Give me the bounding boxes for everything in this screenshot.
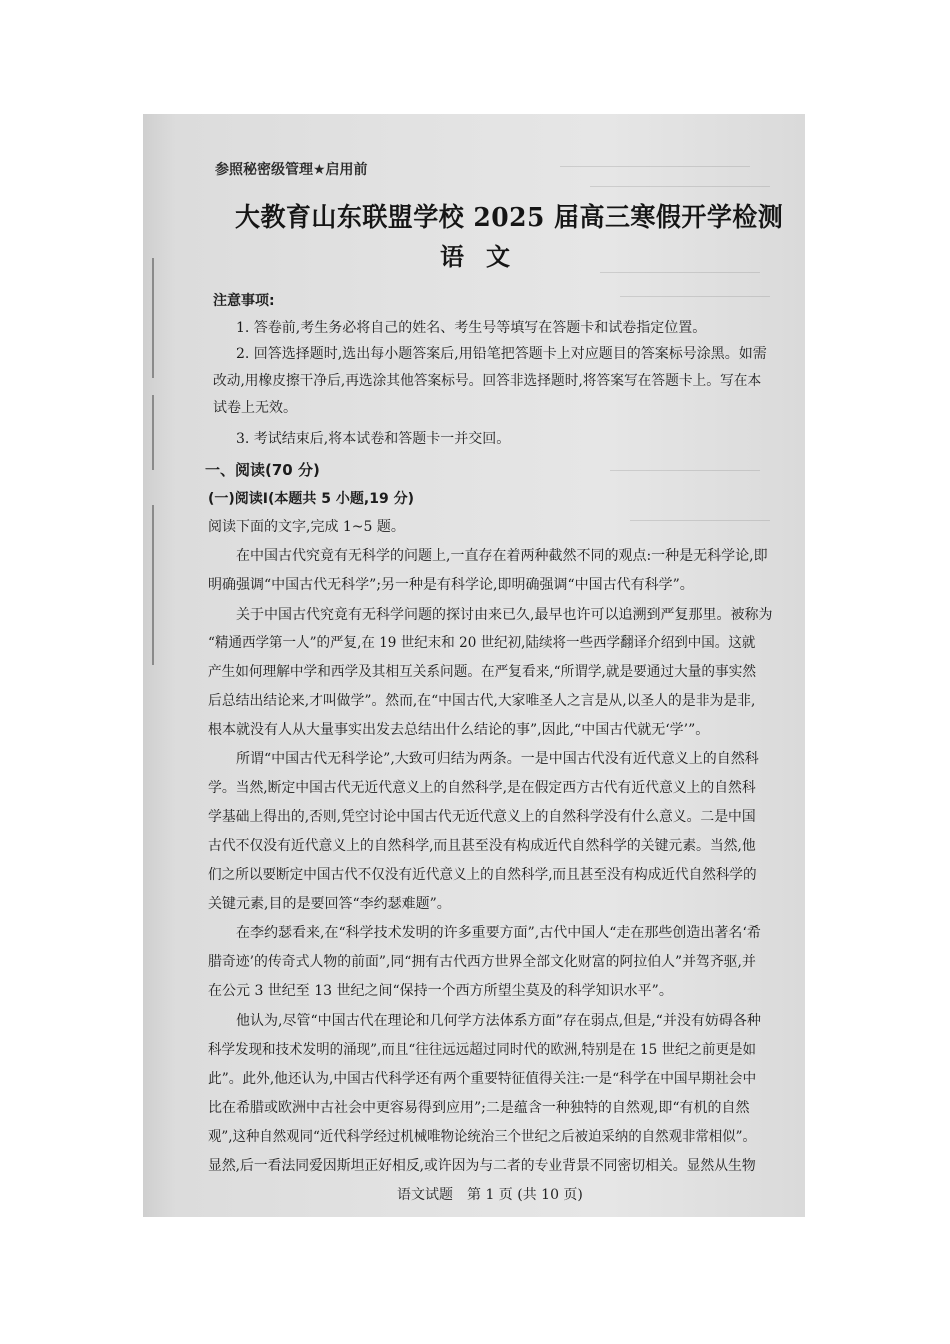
exam-title: 大教育山东联盟学校 2025 届高三寒假开学检测 — [235, 203, 784, 233]
binding-margin-line — [152, 258, 154, 378]
bleed-through-text — [560, 166, 750, 167]
notice-item: 2. 回答选择题时,选出每小题答案后,用铅笔把答题卡上对应题目的答案标号涂黑。如需 — [236, 346, 767, 362]
passage-line: 们之所以要断定中国古代不仅没有近代意义上的自然科学,而且甚至没有构成近代自然科学的 — [208, 867, 757, 883]
passage-line: 后总结出结论来,才叫做学”。然而,在“中国古代,大家唯圣人之言是从,以圣人的是非为是非, — [208, 693, 756, 709]
passage-line: 在中国古代究竟有无科学的问题上,一直存在着两种截然不同的观点:一种是无科学论,即 — [236, 548, 768, 564]
bleed-through-text — [590, 186, 770, 187]
passage-line: 关于中国古代究竟有无科学问题的探讨由来已久,最早也许可以追溯到严复那里。被称为 — [236, 607, 773, 623]
passage-line: 明确强调“中国古代无科学”;另一种是有科学论,即明确强调“中国古代有科学”。 — [208, 577, 694, 593]
passage-line: 根本就没有人从大量事实出发去总结出什么结论的事”,因此,“中国古代就无‘学’”。 — [208, 722, 710, 738]
passage-line: 观”,这种自然观同“近代科学经过机械唯物论统治三个世纪之后被迫采纳的自然观非常相似”。 — [208, 1129, 756, 1145]
notice-item-continued: 试卷上无效。 — [213, 400, 297, 416]
notice-heading: 注意事项: — [213, 293, 275, 309]
binding-margin-line — [152, 395, 154, 470]
bleed-through-text — [600, 272, 760, 273]
passage-line: 关键元素,目的是要回答“李约瑟难题”。 — [208, 896, 451, 912]
passage-line: 学。当然,断定中国古代无近代意义上的自然科学,是在假定西方古代有近代意义上的自然科 — [208, 780, 756, 796]
subject-title: 语文 — [440, 242, 532, 271]
bleed-through-text — [630, 520, 770, 521]
page-footer: 语文试题 第 1 页 (共 10 页) — [397, 1187, 583, 1203]
passage-line: 比在希腊或欧洲中古社会中更容易得到应用”;二是蕴含一种独特的自然观,即“有机的自然 — [208, 1100, 750, 1116]
passage-line: “精通西学第一人”的严复,在 19 世纪末和 20 世纪初,陆续将一些西学翻译介绍到中国。这就 — [208, 635, 756, 651]
notice-item: 3. 考试结束后,将本试卷和答题卡一并交回。 — [236, 431, 511, 447]
passage-line: 此”。此外,他还认为,中国古代科学还有两个重要特征值得关注:一是“科学在中国早期社会中 — [208, 1071, 757, 1087]
confidentiality-note: 参照秘密级管理★启用前 — [215, 162, 368, 178]
notice-item: 1. 答卷前,考生务必将自己的姓名、考生号等填写在答题卡和试卷指定位置。 — [236, 320, 707, 336]
passage-line: 他认为,尽管“中国古代在理论和几何学方法体系方面”存在弱点,但是,“并没有妨碍各种 — [236, 1013, 761, 1029]
binding-margin-line — [152, 505, 154, 665]
bleed-through-text — [610, 470, 760, 471]
section-heading: 一、阅读(70 分) — [205, 461, 320, 479]
passage-line: 腊奇迹’的传奇式人物的前面”,同“拥有古代西方世界全部文化财富的阿拉伯人”并驾齐驱,并 — [208, 954, 756, 970]
passage-line: 在李约瑟看来,在“科学技术发明的许多重要方面”,古代中国人“走在那些创造出著名‘希 — [236, 925, 761, 941]
passage-line: 产生如何理解中学和西学及其相互关系问题。在严复看来,“所谓学,就是要通过大量的事实然 — [208, 664, 757, 680]
passage-line: 所谓“中国古代无科学论”,大致可归结为两条。一是中国古代没有近代意义上的自然科 — [236, 751, 759, 767]
passage-line: 学基础上得出的,否则,凭空讨论中国古代无近代意义上的自然科学没有什么意义。二是中国 — [208, 809, 756, 825]
passage-line: 科学发现和技术发明的涌现”,而且“往往远远超过同时代的欧洲,特别是在 15 世纪之前更是如 — [208, 1042, 757, 1058]
bleed-through-text — [620, 296, 770, 297]
notice-item-continued: 改动,用橡皮擦干净后,再选涂其他答案标号。回答非选择题时,将答案写在答题卡上。写在本 — [213, 373, 762, 389]
passage-line: 古代不仅没有近代意义上的自然科学,而且甚至没有构成近代自然科学的关键元素。当然,他 — [208, 838, 756, 854]
reading-instruction: 阅读下面的文字,完成 1~5 题。 — [208, 519, 405, 535]
subsection-heading: (一)阅读Ⅰ(本题共 5 小题,19 分) — [208, 491, 414, 507]
passage-line: 在公元 3 世纪至 13 世纪之间“保持一个西方所望尘莫及的科学知识水平”。 — [208, 983, 673, 999]
passage-line: 显然,后一看法同爱因斯坦正好相反,或许因为与二者的专业背景不同密切相关。显然从生物 — [208, 1158, 756, 1174]
